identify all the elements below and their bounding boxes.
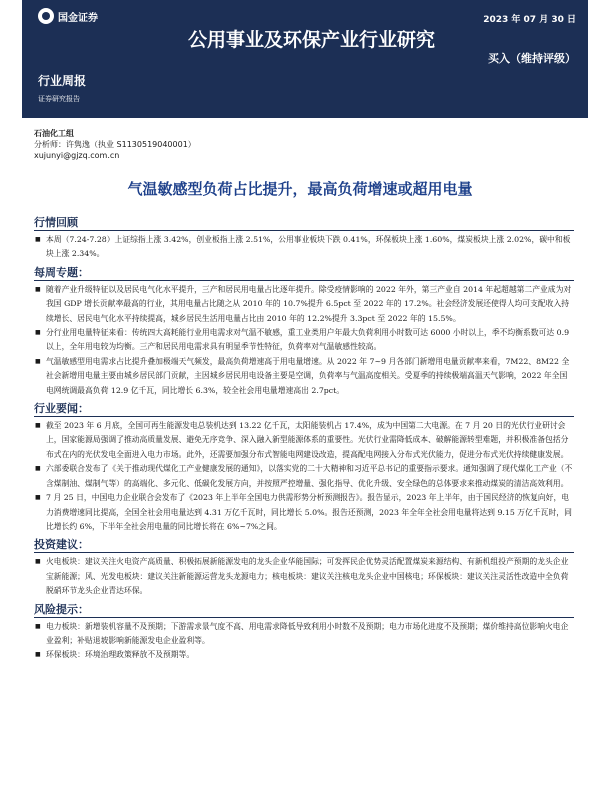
bullet-list <box>34 555 574 598</box>
section-title: 风险提示： <box>34 602 89 616</box>
section-divider <box>34 280 574 281</box>
analyst-email: xujunyi@gjzq.com.cn <box>34 151 120 160</box>
bullet-item: ■ 本周（7.24-7.28）上证综指上涨 3.42%，创业板指上涨 2.51%，公用事业板块下跌 0.41%，环保板块上涨 1.60%，煤炭板块上涨 2.02%，碳中和板块上涨 2.34%。 <box>34 233 574 262</box>
analyst-group: 石油化工组 <box>34 129 74 138</box>
section-weekly-topic <box>34 265 574 398</box>
section-title: 投资建议： <box>34 538 89 552</box>
bullet-item: ■ 随着产业升级特征以及居民电气化水平提升，三产和居民用电量占比逐年提升。除受疫情影响的 2022 年外，第三产业自 2014 年起超越第二产业成为对我国 GDP 增长贡献率最高的行业，其用电量占比随之从 2010 年的 10.7%提升 6.5pct 至 2022 年的 17.2%。社会经济发展还使得人均可支配收入持续增长、居民电气化水平持续提高，城乡居民生活用电量占比由 2010 年的 12.2%提升 3.3pct 至 2022 年的 15.5%。 <box>34 283 574 326</box>
bullet-item: ■ 电力板块：新增装机容量不及预期；下游需求景气度不高、用电需求降低导致利用小时数不及预期；电力市场化进度不及预期；煤价维持高位影响火电企业盈利；补贴退坡影响新能源发电企业盈利等。 <box>34 620 574 649</box>
bullet-item: ■ 气温敏感型用电需求占比提升叠加极端天气频发，最高负荷增速高于用电量增速。从 2022 年 7~9 月各部门新增用电量贡献率来看，7M22、8M22 全社会新增用电量主要由城乡居民部门贡献，主因城乡居民用电设备主要是空调，负荷率与气温高度相关。受夏季的持续极端高温天气影响，2022 年全国电网统调最高负荷 12.9 亿千瓦，同比增长 6.3%，较全社会用电量增速高出 2.7pct。 <box>34 355 574 398</box>
section-market-review <box>34 215 574 262</box>
bullet-list <box>34 233 574 262</box>
section-title: 每周专题： <box>34 265 89 279</box>
section-divider <box>34 416 574 417</box>
bullet-item: ■ 六部委联合发布了《关于推动现代煤化工产业健康发展的通知》，以落实党的二十大精神和习近平总书记的重要指示要求。通知强调了现代煤化工产业（不含煤制油、煤制气等）的高端化、多元化、低碳化发展方向，并按照严控增量、强化指导、优化升级、安全绿色的总体要求来推动煤炭的清洁高效利用。 <box>34 462 574 491</box>
section-divider <box>34 617 574 618</box>
report-subtype: 证券研究报告 <box>38 95 80 103</box>
bullet-list <box>34 620 574 663</box>
section-industry-news <box>34 401 574 534</box>
report-title: 公用事业及环保产业行业研究 <box>188 29 436 51</box>
company-logo <box>38 8 98 24</box>
section-title: 行业要闻： <box>34 402 89 416</box>
report-type: 行业周报 <box>38 74 87 88</box>
bullet-item: ■ 环保板块：环境治理政策释放不及预期等。 <box>34 648 574 662</box>
bullet-item: ■ 截至 2023 年 6 月底，全国可再生能源发电总装机达到 13.22 亿千瓦，太阳能装机占 17.4%，成为中国第二大电源。在 7 月 20 日的光伏行业研讨会上，国家能源局强调了推动高质量发展、避免无序竞争、深入融入新型能源体系的重要性。光伏行业需降低成本、破解能源转型难题，并积极准备包括分布式在内的光伏发电全面进入电力市场。此外，还需要加强分布式智能电网建设改造，提高配电网接入分布式光伏能力，促进分布式光伏持续健康发展。 <box>34 419 574 462</box>
bullet-item: ■ 火电板块：建议关注火电资产高质量、积极拓展新能源发电的龙头企业华能国际；可发挥民企优势灵活配置煤炭来源结构、有新机组投产预期的龙头企业宝新能源；风、光发电板块：建议关注新能源运营龙头龙源电力；核电板块：建议关注核电龙头企业中国核电；环保板块：建议关注灵活性改造中全负荷脱硝环节龙头企业青达环保。 <box>34 555 574 598</box>
section-divider <box>34 230 574 231</box>
section-title: 行情回顾 <box>34 216 78 229</box>
report-body <box>34 212 574 663</box>
rating-badge: 买入（维持评级） <box>488 52 576 65</box>
bullet-item: ■ 7 月 25 日，中国电力企业联合会发布了《2023 年上半年全国电力供需形势分析预测报告》。报告显示，2023 年上半年，由于国民经济的恢复向好，电力消费增速同比提高，全国全社会用电量达到 4.31 万亿千瓦时，同比增长 5.0%。报告还预测，2023 年全年全社会用电量将达到 9.15 万亿千瓦时，同比增长约 6%，下半年全社会用电量的同比增长将在 6%~7%之间。 <box>34 491 574 534</box>
report-header <box>0 0 600 120</box>
section-divider <box>34 552 574 553</box>
analyst-name: 分析师：许隽逸（执业 S1130519040001） <box>34 140 196 149</box>
bullet-list <box>34 283 574 398</box>
report-headline: 气温敏感型负荷占比提升，最高负荷增速或超用电量 <box>127 180 473 198</box>
logo-text: 国金证券 <box>58 12 98 24</box>
bullet-list <box>34 419 574 534</box>
section-investment-advice <box>34 537 574 598</box>
logo-icon <box>38 8 54 24</box>
section-risk-warning <box>34 602 574 663</box>
report-date: 2023 年 07 月 30 日 <box>483 15 576 25</box>
analyst-info <box>34 128 196 161</box>
bullet-item: ■ 分行业用电量特征来看：传统四大高耗能行业用电需求对气温不敏感，重工业类用户年最大负荷利用小时数可达 6000 小时以上，季不均衡系数可达 0.9 以上，全年用电较为均衡。三产和居民用电需求具有明显季节性特征，负荷率对气温敏感性较高。 <box>34 326 574 355</box>
